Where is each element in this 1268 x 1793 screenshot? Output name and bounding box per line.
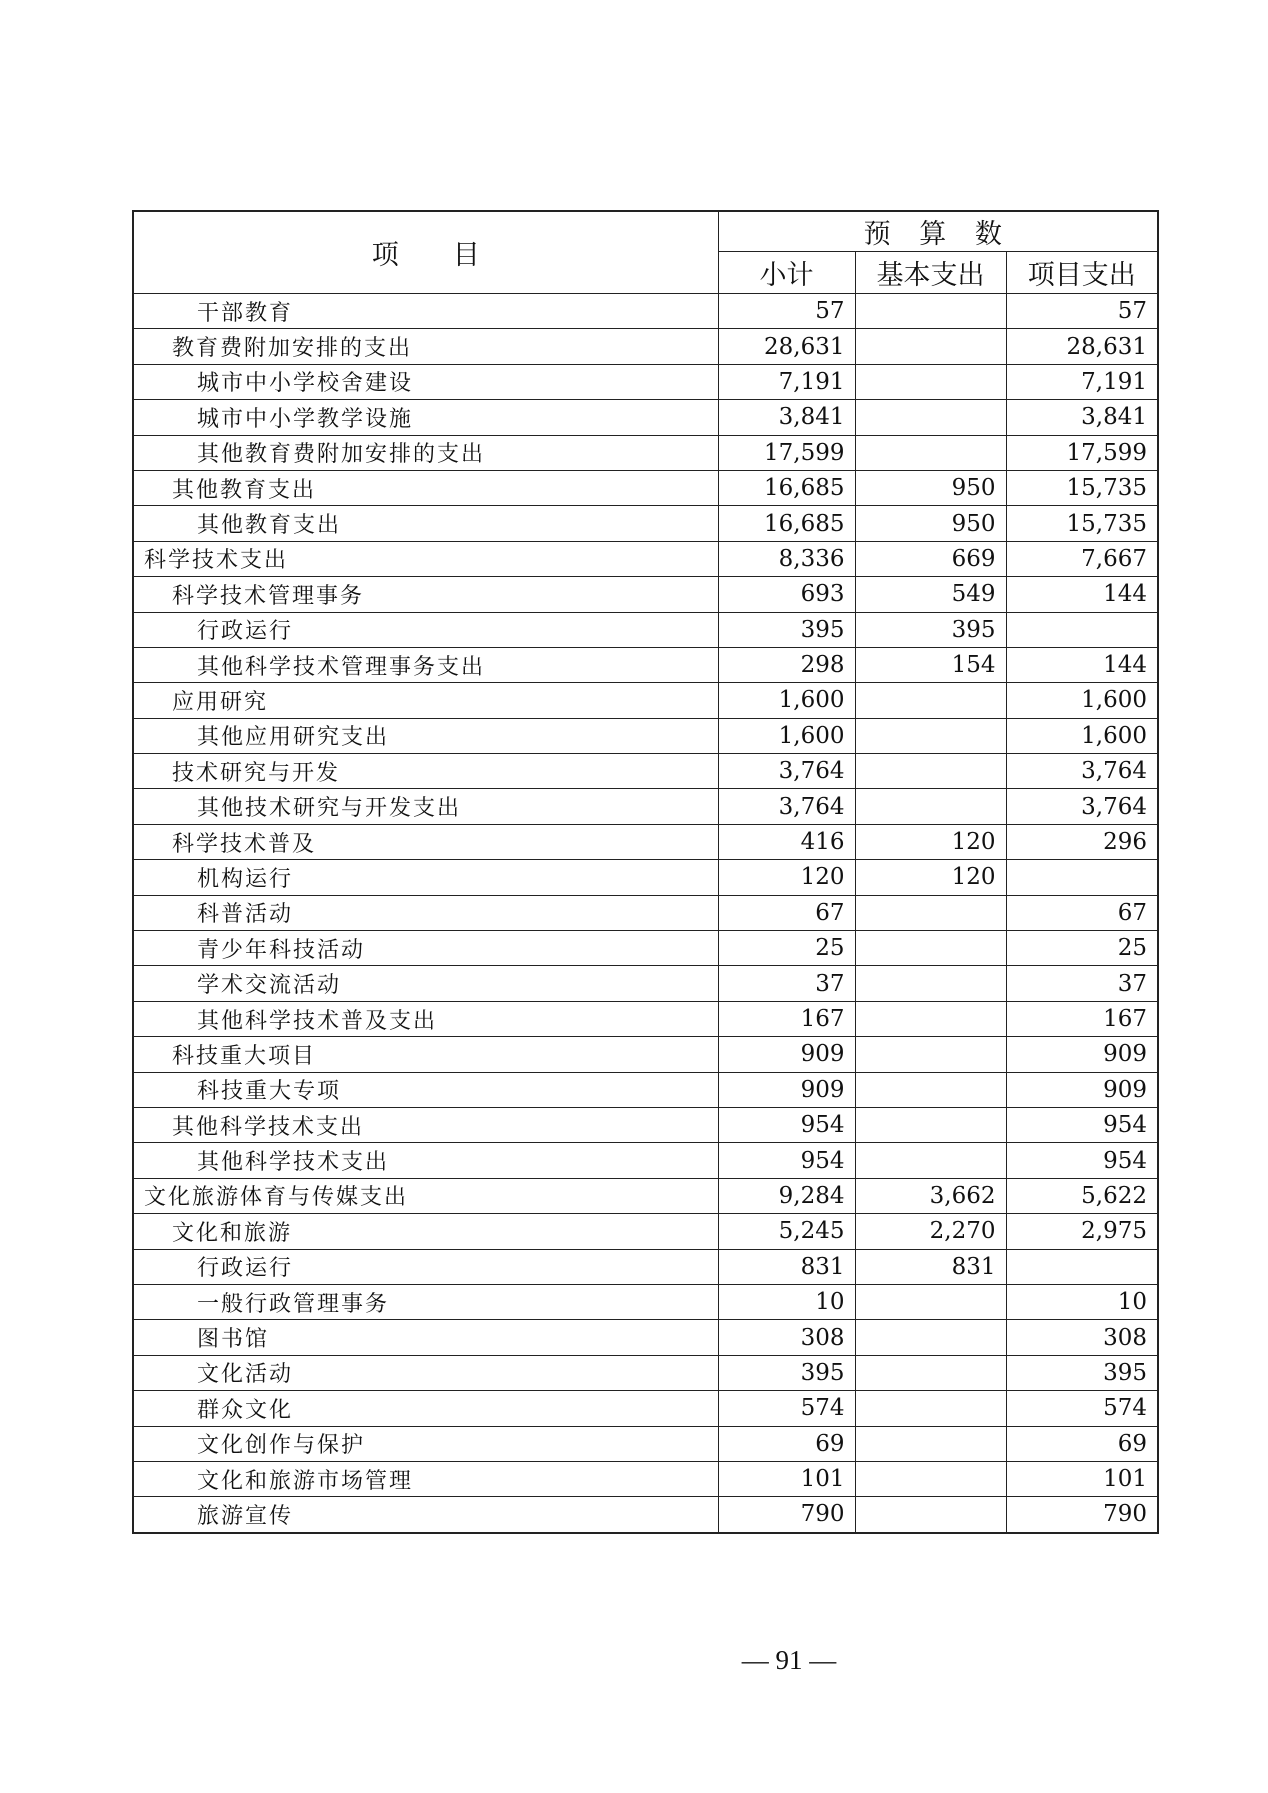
row-item-name: 机构运行 [133,860,718,895]
table-row [133,1426,1158,1461]
row-subtotal: 1,600 [718,718,855,753]
budget-group-header: 预 算 数 [718,211,1158,252]
row-basic [855,1001,1006,1036]
row-item-name: 城市中小学教学设施 [133,400,718,435]
row-project: 3,841 [1006,400,1158,435]
row-basic: 2,270 [855,1214,1006,1249]
row-subtotal: 574 [718,1391,855,1426]
row-project: 954 [1006,1107,1158,1142]
row-subtotal: 10 [718,1284,855,1319]
row-basic [855,1426,1006,1461]
row-subtotal: 395 [718,612,855,647]
row-project: 7,191 [1006,364,1158,399]
row-project: 37 [1006,966,1158,1001]
row-subtotal: 69 [718,1426,855,1461]
row-basic [855,1461,1006,1496]
table-row [133,966,1158,1001]
row-item-name: 行政运行 [133,612,718,647]
row-project: 101 [1006,1461,1158,1496]
table-row [133,789,1158,824]
row-basic [855,683,1006,718]
row-project: 15,735 [1006,506,1158,541]
row-item-name: 其他科学技术管理事务支出 [133,647,718,682]
table-row [133,1391,1158,1426]
row-basic: 549 [855,577,1006,612]
row-project: 909 [1006,1072,1158,1107]
table-row [133,718,1158,753]
row-subtotal: 693 [718,577,855,612]
row-item-name: 其他教育支出 [133,470,718,505]
row-subtotal: 3,764 [718,754,855,789]
row-basic: 120 [855,824,1006,859]
row-subtotal: 9,284 [718,1178,855,1213]
table-row [133,1001,1158,1036]
row-subtotal: 909 [718,1072,855,1107]
row-item-name: 其他科学技术支出 [133,1143,718,1178]
subtotal-column-header: 小计 [718,252,855,294]
row-project: 67 [1006,895,1158,930]
row-basic [855,435,1006,470]
row-project: 7,667 [1006,541,1158,576]
row-basic [855,895,1006,930]
row-project: 574 [1006,1391,1158,1426]
row-project: 57 [1006,294,1158,329]
table-row [133,364,1158,399]
row-basic [855,931,1006,966]
row-subtotal: 120 [718,860,855,895]
row-basic: 3,662 [855,1178,1006,1213]
row-item-name: 科技重大专项 [133,1072,718,1107]
row-project: 2,975 [1006,1214,1158,1249]
row-subtotal: 16,685 [718,506,855,541]
row-basic [855,1037,1006,1072]
row-project: 296 [1006,824,1158,859]
row-item-name: 文化旅游体育与传媒支出 [133,1178,718,1213]
table-row [133,1320,1158,1355]
row-item-name: 应用研究 [133,683,718,718]
row-subtotal: 28,631 [718,329,855,364]
row-project: 3,764 [1006,754,1158,789]
row-project: 10 [1006,1284,1158,1319]
row-subtotal: 16,685 [718,470,855,505]
row-project [1006,860,1158,895]
row-item-name: 科普活动 [133,895,718,930]
row-item-name: 群众文化 [133,1391,718,1426]
row-subtotal: 101 [718,1461,855,1496]
row-basic [855,294,1006,329]
row-project: 790 [1006,1497,1158,1533]
row-project: 3,764 [1006,789,1158,824]
row-basic [855,1355,1006,1390]
row-basic [855,789,1006,824]
row-item-name: 文化和旅游市场管理 [133,1461,718,1496]
row-project: 1,600 [1006,718,1158,753]
row-item-name: 教育费附加安排的支出 [133,329,718,364]
table-row [133,647,1158,682]
row-project: 1,600 [1006,683,1158,718]
table-row [133,1497,1158,1533]
row-item-name: 其他应用研究支出 [133,718,718,753]
row-basic: 831 [855,1249,1006,1284]
row-item-name: 学术交流活动 [133,966,718,1001]
page-number [0,1645,1268,1676]
row-item-name: 其他教育支出 [133,506,718,541]
row-item-name: 其他科学技术支出 [133,1107,718,1142]
row-basic [855,1284,1006,1319]
table-row [133,1143,1158,1178]
table-row [133,1037,1158,1072]
row-project: 5,622 [1006,1178,1158,1213]
row-basic: 154 [855,647,1006,682]
row-project [1006,1249,1158,1284]
row-subtotal: 8,336 [718,541,855,576]
row-subtotal: 37 [718,966,855,1001]
row-basic [855,364,1006,399]
item-column-header: 项 目 [133,211,718,294]
row-subtotal: 1,600 [718,683,855,718]
row-project: 69 [1006,1426,1158,1461]
table-row [133,754,1158,789]
table-row [133,506,1158,541]
row-subtotal: 167 [718,1001,855,1036]
table-row [133,824,1158,859]
table-row [133,1072,1158,1107]
table-row [133,470,1158,505]
row-basic: 120 [855,860,1006,895]
row-subtotal: 7,191 [718,364,855,399]
row-project: 954 [1006,1143,1158,1178]
row-basic [855,1320,1006,1355]
row-basic [855,718,1006,753]
table-row [133,577,1158,612]
row-project: 308 [1006,1320,1158,1355]
row-basic [855,1391,1006,1426]
row-subtotal: 25 [718,931,855,966]
row-item-name: 科学技术支出 [133,541,718,576]
table-row [133,1214,1158,1249]
row-item-name: 城市中小学校舍建设 [133,364,718,399]
row-basic [855,1107,1006,1142]
row-item-name: 青少年科技活动 [133,931,718,966]
table-row [133,541,1158,576]
row-basic [855,1072,1006,1107]
row-subtotal: 308 [718,1320,855,1355]
row-subtotal: 67 [718,895,855,930]
row-subtotal: 416 [718,824,855,859]
header-row-1 [133,211,1158,252]
row-basic: 669 [855,541,1006,576]
table-row [133,294,1158,329]
table-row [133,931,1158,966]
basic-column-header: 基本支出 [855,252,1006,294]
row-basic [855,966,1006,1001]
table-row [133,435,1158,470]
row-project: 15,735 [1006,470,1158,505]
table-row [133,683,1158,718]
table-row [133,1249,1158,1284]
row-basic [855,1143,1006,1178]
row-item-name: 其他教育费附加安排的支出 [133,435,718,470]
row-item-name: 科学技术管理事务 [133,577,718,612]
row-project: 144 [1006,647,1158,682]
row-basic [855,329,1006,364]
row-basic [855,400,1006,435]
budget-table [132,210,1159,1534]
row-subtotal: 298 [718,647,855,682]
row-project: 909 [1006,1037,1158,1072]
row-item-name: 文化和旅游 [133,1214,718,1249]
row-item-name: 干部教育 [133,294,718,329]
table-row [133,1107,1158,1142]
table-row [133,400,1158,435]
table-row [133,1178,1158,1213]
table-row [133,612,1158,647]
table-row [133,860,1158,895]
row-basic [855,1497,1006,1533]
row-subtotal: 395 [718,1355,855,1390]
row-item-name: 图书馆 [133,1320,718,1355]
table-row [133,1284,1158,1319]
row-project: 28,631 [1006,329,1158,364]
row-item-name: 科学技术普及 [133,824,718,859]
row-item-name: 科技重大项目 [133,1037,718,1072]
page-number-text: — 91 — [741,1645,837,1675]
project-column-header: 项目支出 [1006,252,1158,294]
row-item-name: 文化活动 [133,1355,718,1390]
row-subtotal: 17,599 [718,435,855,470]
row-item-name: 文化创作与保护 [133,1426,718,1461]
row-item-name: 技术研究与开发 [133,754,718,789]
row-item-name: 其他技术研究与开发支出 [133,789,718,824]
row-subtotal: 5,245 [718,1214,855,1249]
row-project: 395 [1006,1355,1158,1390]
row-subtotal: 790 [718,1497,855,1533]
row-project: 17,599 [1006,435,1158,470]
row-basic: 950 [855,506,1006,541]
row-project: 25 [1006,931,1158,966]
row-subtotal: 3,841 [718,400,855,435]
row-subtotal: 3,764 [718,789,855,824]
row-subtotal: 831 [718,1249,855,1284]
row-subtotal: 57 [718,294,855,329]
row-basic: 395 [855,612,1006,647]
row-project: 144 [1006,577,1158,612]
row-project [1006,612,1158,647]
row-item-name: 行政运行 [133,1249,718,1284]
row-subtotal: 909 [718,1037,855,1072]
row-subtotal: 954 [718,1107,855,1142]
row-basic: 950 [855,470,1006,505]
row-basic [855,754,1006,789]
row-project: 167 [1006,1001,1158,1036]
table-row [133,1461,1158,1496]
table-row [133,1355,1158,1390]
table-row [133,329,1158,364]
row-item-name: 一般行政管理事务 [133,1284,718,1319]
row-subtotal: 954 [718,1143,855,1178]
row-item-name: 其他科学技术普及支出 [133,1001,718,1036]
table-row [133,895,1158,930]
row-item-name: 旅游宣传 [133,1497,718,1533]
table-body [133,294,1158,1533]
